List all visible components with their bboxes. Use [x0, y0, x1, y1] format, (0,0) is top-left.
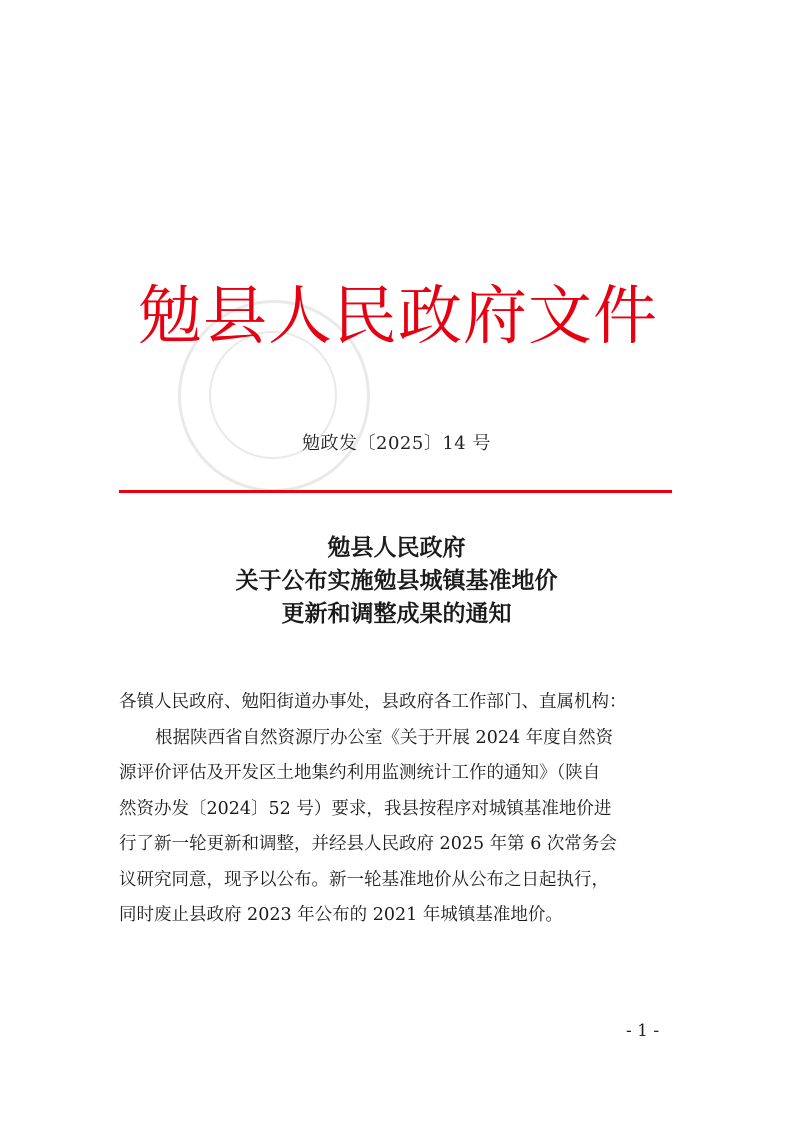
body-line: 行了新一轮更新和调整，并经县人民政府 2025 年第 6 次常务会	[119, 834, 617, 854]
recipients-line: 各镇人民政府、勉阳街道办事处，县政府各工作部门、直属机构：	[119, 692, 627, 712]
body-line: 然资办发〔2024〕52 号）要求，我县按程序对城镇基准地价进	[119, 798, 612, 819]
body-line: 同时废止县政府 2023 年公布的 2021 年城镇基准地价。	[119, 905, 563, 925]
body-line: 议研究同意，现予以公布。新一轮基准地价从公布之日起执行，	[119, 869, 609, 890]
title-line: 勉县人民政府	[327, 535, 466, 561]
notice-body	[119, 685, 674, 934]
page-number: - 1 -	[626, 1021, 660, 1041]
document-number: 勉政发〔2025〕14 号	[302, 433, 491, 454]
title-line: 关于公布实施勉县城镇基准地价	[235, 568, 558, 594]
body-line: 源评价评估及开发区土地集约利用监测统计工作的通知》（陕自	[119, 763, 601, 783]
document-masthead: 勉县人民政府文件	[138, 280, 658, 354]
notice-title	[0, 532, 793, 631]
title-line: 更新和调整成果的通知	[281, 601, 512, 627]
red-divider-line	[119, 490, 672, 493]
body-line: 根据陕西省自然资源厅办公室《关于开展 2024 年度自然资	[155, 727, 614, 748]
